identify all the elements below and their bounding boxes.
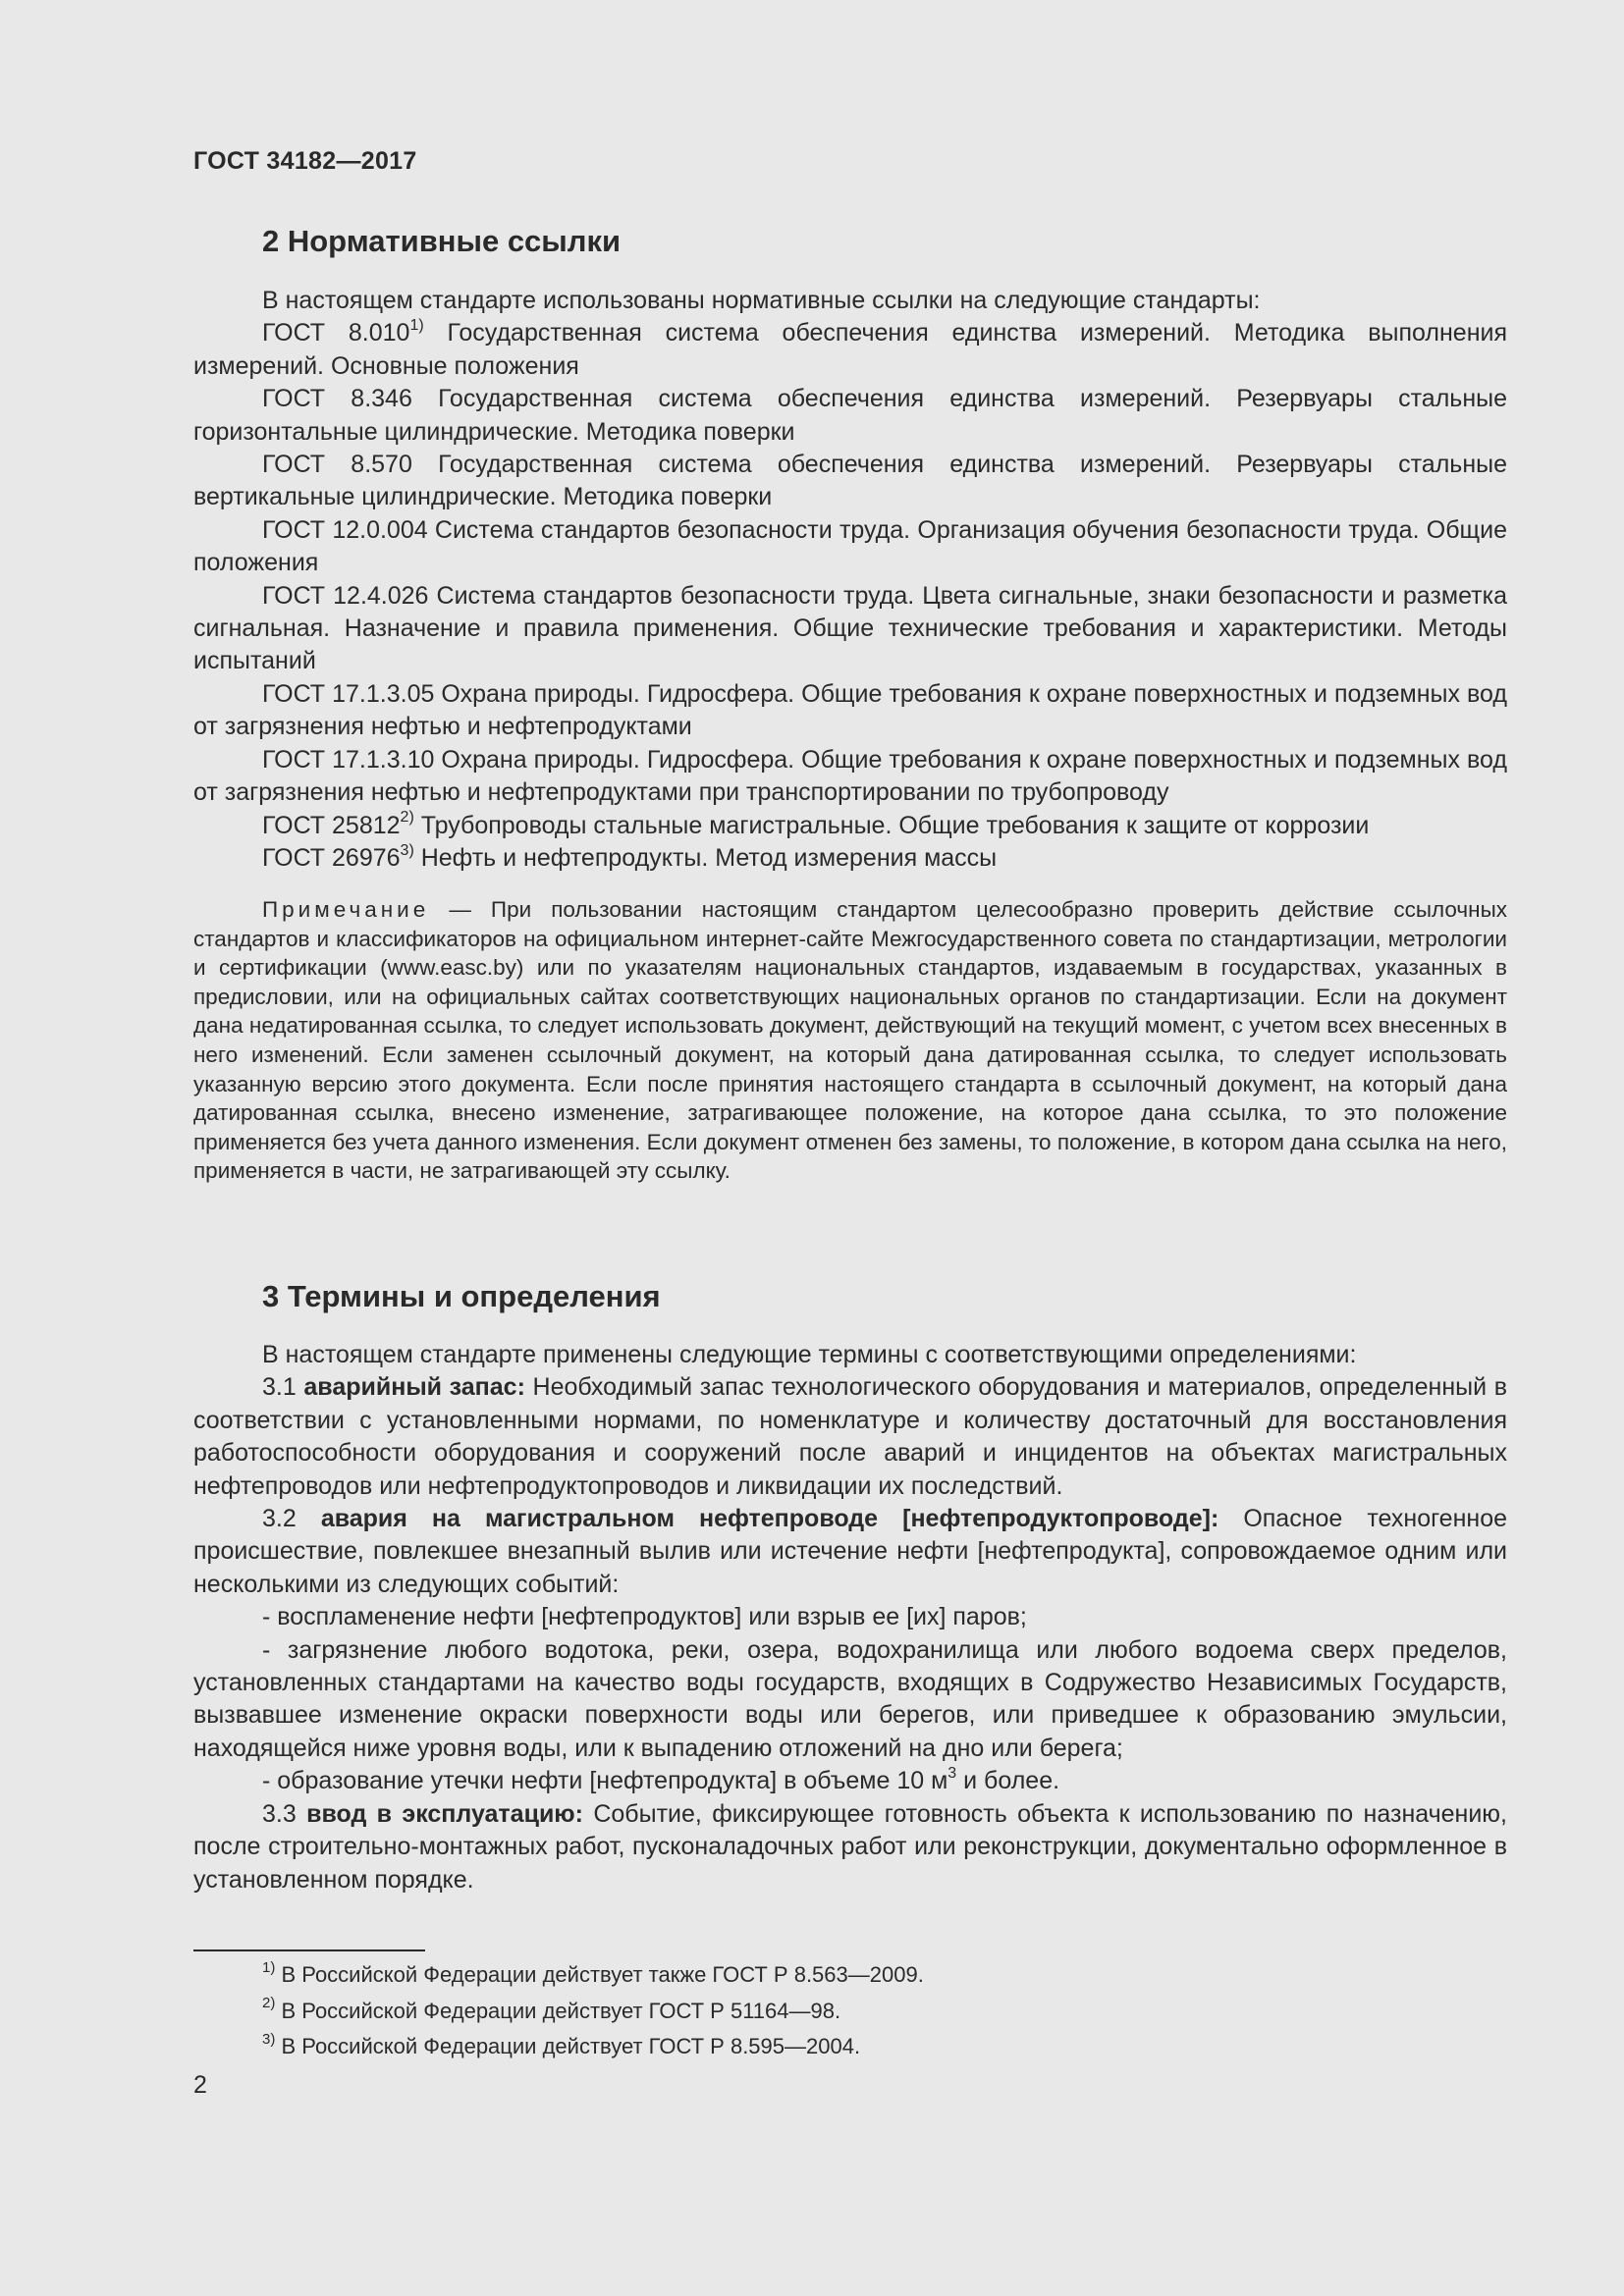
bullet-item: - образование утечки нефти [нефтепродукта] в объеме 10 $м^3$ и более.	[262, 1764, 1060, 1795]
normative-references	[193, 285, 1507, 875]
bullet-item: - воспламенение нефти [нефтепродуктов] или взрыв ее [их] паров;	[262, 1603, 1027, 1631]
terms-definitions	[193, 1339, 1507, 1896]
term-item: 3.3 ввод в эксплуатацию: Событие, фиксирующее готовность объекта к использованию по назначению, после строительно-монтажных работ, пусконаладочных работ или реконструкции, документально оформленное в установленном порядке.	[193, 1799, 1508, 1894]
ref-item: ГОСТ 17.1.3.10 Охрана природы. Гидросфера. Общие требования к охране поверхностных и подземных вод от загрязнения нефтью и нефтепродуктами при транспортировании по трубопроводу	[193, 745, 1507, 807]
term-item: 3.1 аварийный запас: Необходимый запас технологического оборудования и материалов, определенный в соответствии с установленными нормами, по номенклатуре и количеству достаточный для восстановления работоспособности оборудования и сооружений после аварий и инцидентов на объектах магистральных нефтепроводов или нефтепродуктопроводов и ликвидации их последствий.	[193, 1373, 1507, 1500]
page-number: 2	[193, 2071, 207, 2099]
footnotes	[262, 1957, 924, 2065]
ref-item: ГОСТ 12.4.026 Система стандартов безопасности труда. Цвета сигнальные, знаки безопасности и разметка сигнальная. Назначение и правила применения. Общие технические требования и характеристики. Методы испытаний	[193, 581, 1507, 675]
note-label: Примечание	[262, 897, 430, 922]
ref-item: ГОСТ 26976$^{3)}$ Нефть и нефтепродукты. Метод измерения массы	[262, 841, 998, 872]
footnote-divider	[193, 1949, 425, 1951]
section-3-intro: В настоящем стандарте применены следующие термины с соответствующими определениями:	[262, 1341, 1357, 1368]
note-text: — При пользовании настоящим стандартом целесообразно проверить действие ссылочных стандартов и классификаторов на официальном интернет-сайте Межгосударственного совета по стандартизации, метрологии и сертификации (www.easc.by) или по указателям национальных стандартов, издаваемым в государствах, указанных в предисловии, или на официальных сайтах соответствующих национальных органов по стандартизации. Если на документ дана недатированная ссылка, то следует использовать документ, действующий на текущий момент, с учетом всех внесенных в него изменений. Если заменен ссылочный документ, на который дана датированная ссылка, то следует использовать указанную версию этого документа. Если после принятия настоящего стандарта в ссылочный документ, на который дана датированная ссылка, внесено изменение, затрагивающее положение, на которое дана ссылка, то это положение применяется без учета данного изменения. Если документ отменен без замены, то положение, в котором дана ссылка на него, применяется в части, не затрагивающей эту ссылку.	[193, 897, 1507, 1184]
bullet-item: - загрязнение любого водотока, реки, озера, водохранилища или любого водоема сверх пределов, установленных стандартами на качество воды государств, входящих в Содружество Независимых Государств, вызвавшее изменение окраски поверхности воды или берегов, или приведшее к образованию эмульсии, находящейся ниже уровня воды, или к выпадению отложений на дно или берега;	[193, 1635, 1507, 1762]
ref-item: ГОСТ 8.570 Государственная система обеспечения единства измерений. Резервуары стальные вертикальные цилиндрические. Методика поверки	[193, 451, 1507, 511]
ref-item: ГОСТ 25812$^{2)}$ Трубопроводы стальные магистральные. Общие требования к защите от коррозии	[262, 809, 1370, 839]
term-item: 3.2 авария на магистральном нефтепроводе [нефтепродуктопроводе]: Опасное техногенное происшествие, повлекшее внезапный вылив или истечение нефти [нефтепродукта], сопровождаемое одним или несколькими из следующих событий:	[193, 1505, 1507, 1598]
ref-item: ГОСТ 8.010$^{1)}$ Государственная система обеспечения единства измерений. Методика выполнения измерений. Основные положения	[193, 317, 1507, 380]
section-3-title: 3 Термины и определения	[262, 1279, 661, 1313]
footnote-item: $^{2)}$ В Российской Федерации действует ГОСТ Р 51164—98.	[262, 1995, 841, 2023]
footnote-item: $^{3)}$ В Российской Федерации действует ГОСТ Р 8.595—2004.	[262, 2030, 861, 2058]
ref-item: ГОСТ 8.346 Государственная система обеспечения единства измерений. Резервуары стальные горизонтальные цилиндрические. Методика поверки	[193, 385, 1507, 446]
page-header: ГОСТ 34182—2017	[193, 147, 417, 175]
footnote-item: $^{1)}$ В Российской Федерации действует также ГОСТ Р 8.563—2009.	[262, 1958, 924, 1987]
ref-item: ГОСТ 17.1.3.05 Охрана природы. Гидросфера. Общие требования к охране поверхностных и подземных вод от загрязнения нефтью и нефтепродуктами	[193, 679, 1507, 741]
ref-item: ГОСТ 12.0.004 Система стандартов безопасности труда. Организация обучения безопасности труда. Общие положения	[193, 515, 1507, 577]
references-note	[193, 895, 1507, 1186]
section-2-intro: В настоящем стандарте использованы нормативные ссылки на следующие стандарты:	[262, 287, 1261, 314]
section-2-title: 2 Нормативные ссылки	[262, 224, 622, 258]
